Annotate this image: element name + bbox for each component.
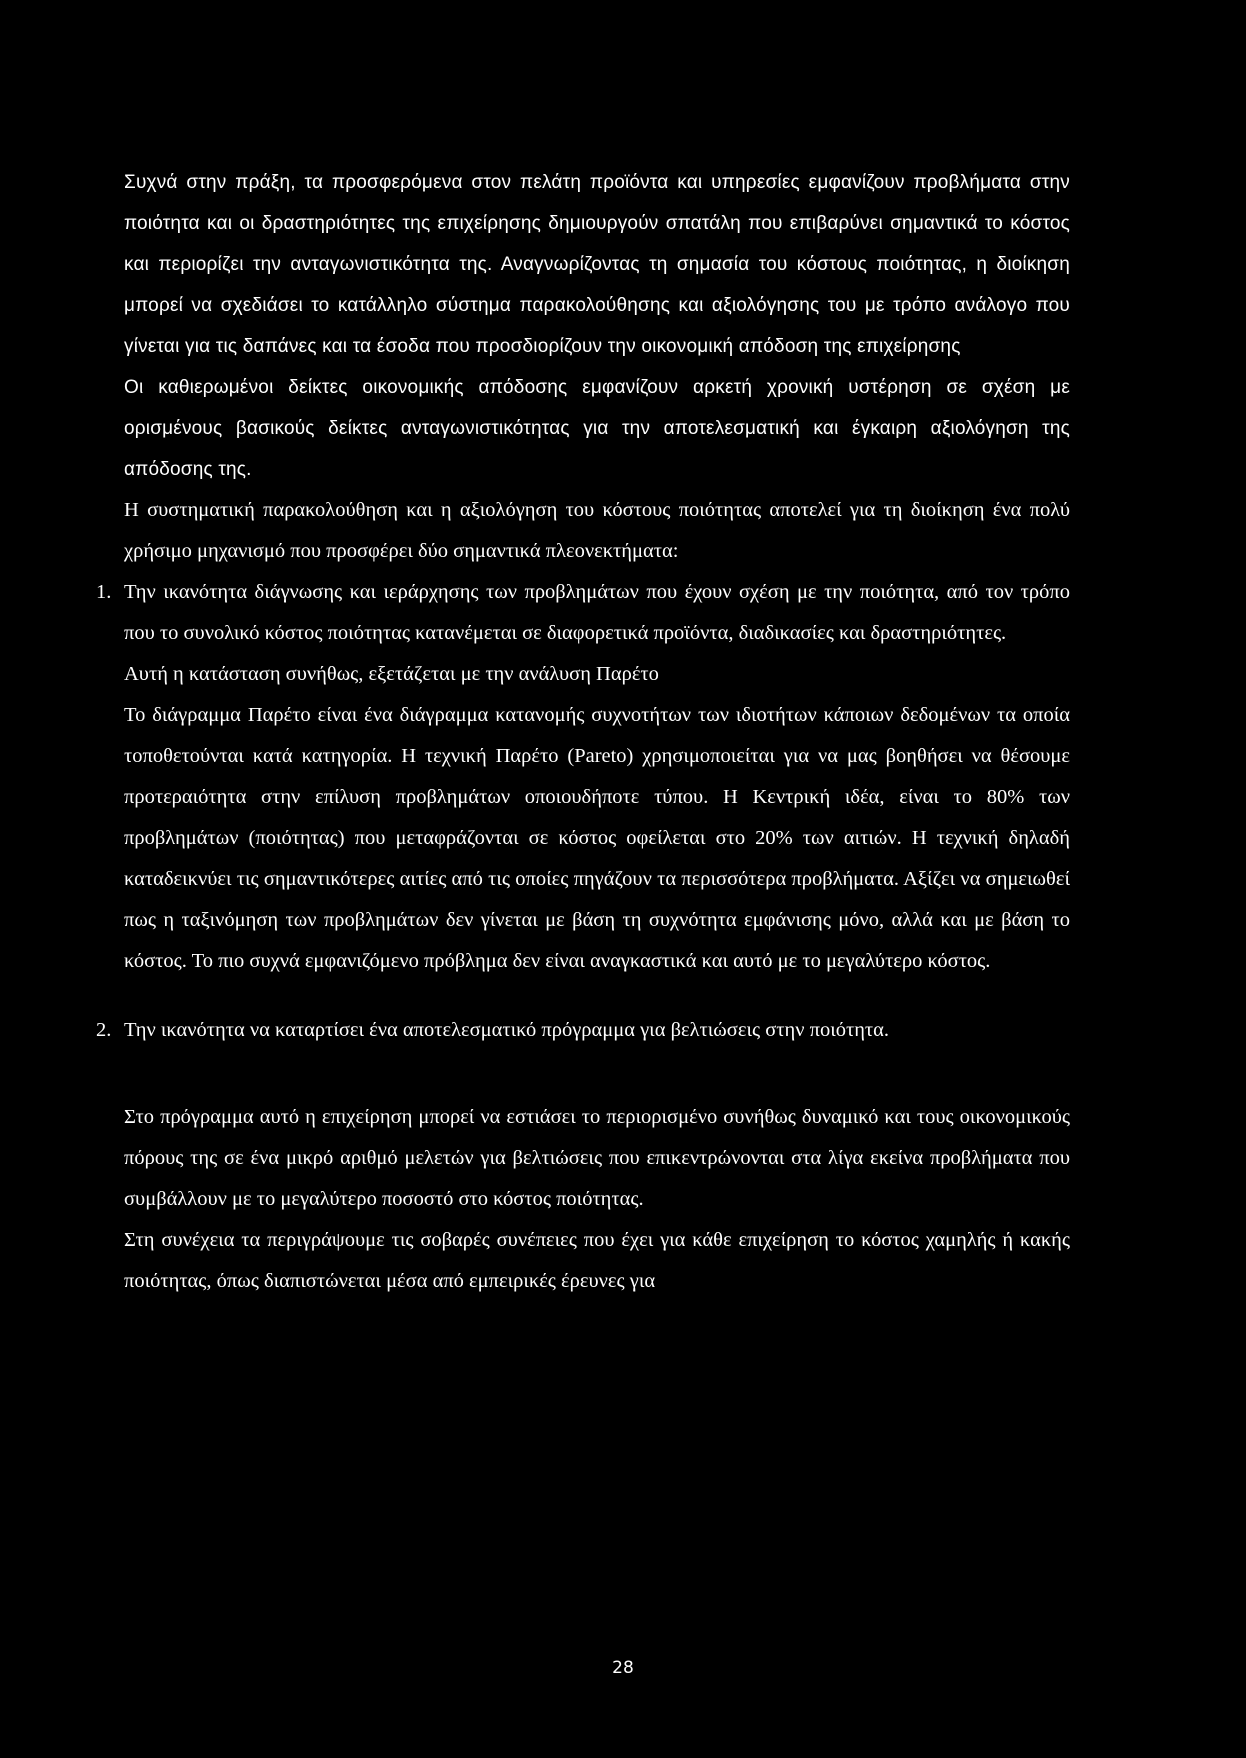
list-number-1: 1. bbox=[96, 581, 112, 603]
paragraph-consequences: Στη συνέχεια τα περιγράψουμε τις σοβαρές συνέπειες που έχει για κάθε επιχείρηση το κόστος χαμηλής ή κακής ποιότητας, όπως διαπιστώνεται μέσα από εμπειρικές έρευνες για bbox=[124, 1229, 1070, 1292]
paragraph-pareto-diagram: Το διάγραμμα Παρέτο είναι ένα διάγραμμα κατανομής συχνοτήτων των ιδιοτήτων κάποιων δεδομένων τα οποία τοποθετούνται κατά κατηγορία. Η τεχνική Παρέτο (Pareto) χρησιμοποιείται για να μας βοηθήσει να θέσουμε προτεραιότητα στην επίλυση προβλημάτων οποιουδήποτε τύπου. Η Κεντρική ιδέα, είναι το 80% των προβλημάτων (ποιότητας) που μεταφράζονται σε κόστος οφείλεται στο 20% των αιτιών. Η τεχνική δηλαδή καταδεικνύει τις σημαντικότερες αιτίες από τις οποίες πηγάζουν τα περισσότερα προβλήματα. Αξίζει να σημειωθεί πως η ταξινόμηση των προβλημάτων δεν γίνεται με βάση τη συχνότητα εμφάνισης μόνο, αλλά και με βάση το κόστος. Το πιο συχνά εμφανιζόμενο πρόβλημα δεν είναι αναγκαστικά και αυτό με το μεγαλύτερο κόστος. bbox=[124, 704, 1070, 972]
paragraph-pareto-analysis: Αυτή η κατάσταση συνήθως, εξετάζεται με την ανάλυση Παρέτο bbox=[124, 663, 659, 685]
list-item-1 bbox=[96, 572, 1070, 654]
page-content bbox=[96, 162, 1070, 1302]
list-number-2: 2. bbox=[96, 1019, 112, 1041]
spacer bbox=[124, 1051, 1070, 1097]
paragraph-quality-problems: Συχνά στην πράξη, τα προσφερόμενα στον πελάτη προϊόντα και υπηρεσίες εμφανίζουν προβλήματα στην ποιότητα και οι δραστηριότητες της επιχείρησης δημιουργούν σπατάλη που επιβαρύνει σημαντικά το κόστος και περιορίζει την ανταγωνιστικότητα της. Αναγνωρίζοντας τη σημασία του κόστους ποιότητας, η διοίκηση μπορεί να σχεδιάσει το κατάλληλο σύστημα παρακολούθησης και αξιολόγησης του με τρόπο ανάλογο που γίνεται για τις δαπάνες και τα έσοδα που προσδιορίζουν την οικονομική απόδοση της επιχείρησης bbox=[124, 172, 1070, 357]
paragraph-financial-indicators: Οι καθιερωμένοι δείκτες οικονομικής απόδοσης εμφανίζουν αρκετή χρονική υστέρηση σε σχέση με ορισμένους βασικούς δείκτες ανταγωνιστικότητας για την αποτελεσματική και έγκαιρη αξιολόγηση της απόδοσης της. bbox=[124, 377, 1070, 480]
spacer bbox=[124, 982, 1070, 1010]
list-item-2-text: Την ικανότητα να καταρτίσει ένα αποτελεσματικό πρόγραμμα για βελτιώσεις στην ποιότητα. bbox=[124, 1019, 890, 1041]
paragraph-improvement-program: Στο πρόγραμμα αυτό η επιχείρηση μπορεί να εστιάσει το περιορισμένο συνήθως δυναμικό και τους οικονομικούς πόρους της σε ένα μικρό αριθμό μελετών για βελτιώσεις που επικεντρώνονται στα λίγα εκείνα προβλήματα που συμβάλλουν με το μεγαλύτερο ποσοστό στο κόστος ποιότητας. bbox=[124, 1106, 1070, 1210]
list-item-2 bbox=[96, 1010, 1070, 1051]
list-item-1-text: Την ικανότητα διάγνωσης και ιεράρχησης των προβλημάτων που έχουν σχέση με την ποιότητα, από τον τρόπο που το συνολικό κόστος ποιότητας κατανέμεται σε διαφορετικά προϊόντα, διαδικασίες και δραστηριότητες. bbox=[124, 581, 1070, 644]
page-number: 28 bbox=[612, 1658, 634, 1678]
paragraph-systematic-monitoring: Η συστηματική παρακολούθηση και η αξιολόγηση του κόστους ποιότητας αποτελεί για τη διοίκηση ένα πολύ χρήσιμο μηχανισμό που προσφέρει δύο σημαντικά πλεονεκτήματα: bbox=[124, 499, 1070, 562]
